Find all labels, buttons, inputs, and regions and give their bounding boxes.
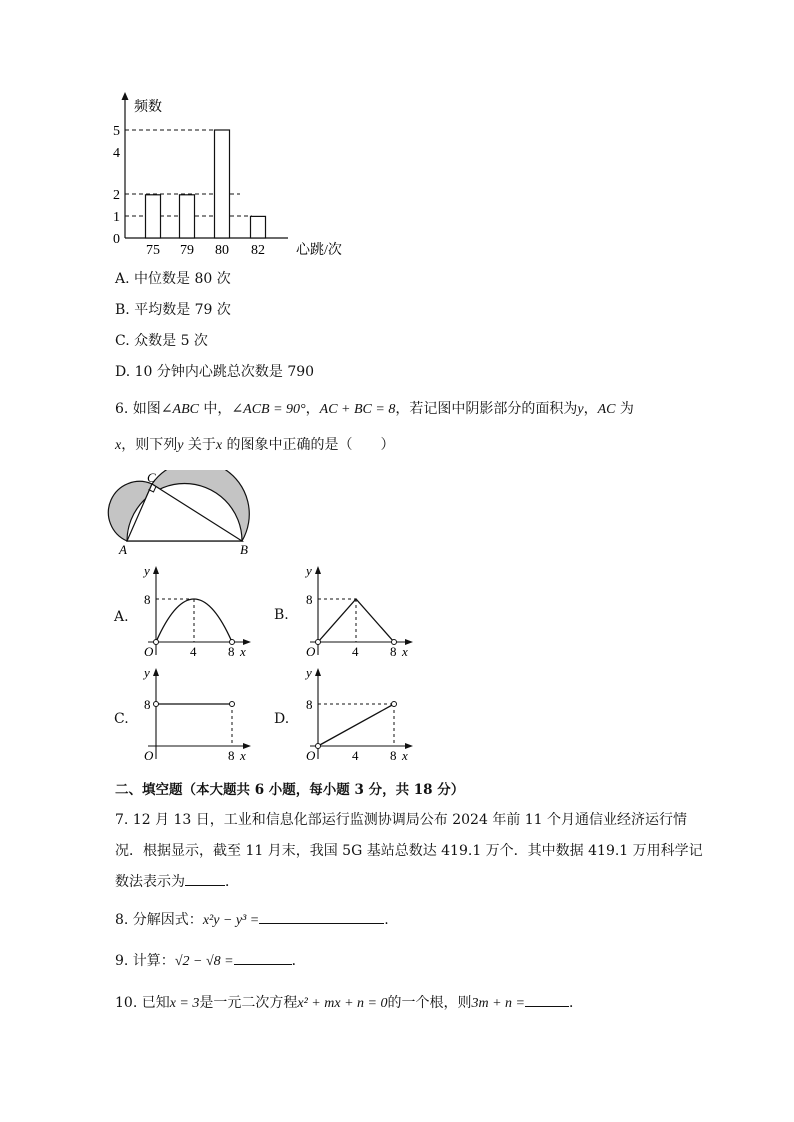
graph-option-a-letter: A. <box>114 609 129 625</box>
label-b: B <box>240 542 248 557</box>
y-axis-arrow <box>315 668 321 676</box>
origin-label: O <box>144 644 154 659</box>
x-tick-8: 8 <box>390 748 397 763</box>
y-axis-label: 频数 <box>134 100 162 115</box>
y-axis-label: y <box>144 563 150 578</box>
x-axis-label: 心跳/次 <box>296 243 342 258</box>
q5-option-a: A. 中位数是 80 次 <box>115 271 231 287</box>
y-tick-8: 8 <box>144 592 151 607</box>
x-tick-8: 8 <box>228 644 235 659</box>
q6-comma: ， <box>583 401 598 417</box>
x-axis-label: x <box>402 644 408 659</box>
histogram-bar-75 <box>146 195 161 238</box>
q6-wei: 为 <box>615 401 634 417</box>
q10-ask: 3m + n = <box>471 996 525 1011</box>
x-tick-8: 8 <box>228 748 235 763</box>
graph-option-b-letter: B. <box>274 607 289 623</box>
q6-prefix: 6. 如图 <box>115 401 161 417</box>
q7-line3 <box>115 871 239 891</box>
x-tick-4: 4 <box>352 748 359 763</box>
y-axis-label: y <box>306 665 312 680</box>
x-tick-75: 75 <box>146 243 160 258</box>
q7-answer-blank[interactable] <box>185 873 225 886</box>
x-axis-label: x <box>402 748 408 763</box>
q10-line <box>115 992 583 1012</box>
q5-option-d: D. 10 分钟内心跳总次数是 790 <box>115 364 315 380</box>
histogram-bar-82 <box>251 216 266 238</box>
q8-line <box>115 909 389 929</box>
graph-option-b <box>300 563 420 663</box>
q6-text-b: 关于 <box>183 437 216 453</box>
x-tick-4: 4 <box>352 644 359 659</box>
q6-triangle: ∠ABC <box>160 402 199 417</box>
graph-option-a <box>138 563 258 663</box>
q10-mid: 是一元二次方程 <box>199 995 298 1011</box>
y-tick-5: 5 <box>113 124 120 139</box>
q6-sum: AC + BC = 8 <box>319 402 396 417</box>
q6-stem-line1 <box>115 398 634 418</box>
y-tick-1: 1 <box>113 210 120 225</box>
label-c: C <box>147 470 156 485</box>
q9-expression: √2 − √8 = <box>174 954 234 969</box>
x-tick-82: 82 <box>251 243 265 258</box>
x-tick-80: 80 <box>215 243 229 258</box>
q6-x: x <box>115 438 122 453</box>
graph-option-c <box>138 665 258 765</box>
q6-y2: y <box>177 438 184 453</box>
q5-option-b: B. 平均数是 79 次 <box>115 302 231 318</box>
q9-line <box>115 950 306 970</box>
q9-end: ． <box>291 953 306 969</box>
q6-y: y <box>577 402 584 417</box>
graph-option-d <box>300 665 420 765</box>
q10-end: ． <box>568 995 583 1011</box>
open-point-left <box>154 702 159 707</box>
open-point-end <box>392 702 397 707</box>
y-tick-0: 0 <box>113 232 120 247</box>
q8-answer-blank[interactable] <box>259 911 384 924</box>
q7-line1: 7. 12 月 13 日，工业和信息化部运行监测协调局公布 2024 年前 11 个月通信业经济运行情 <box>115 812 688 828</box>
q6-text-c: 的图象中正确的是（ ） <box>222 437 395 453</box>
q6-ac: AC <box>597 402 616 417</box>
q6-in: 中， <box>198 401 232 417</box>
q10-condition: x = 3 <box>169 996 200 1011</box>
q6-geometry-figure <box>104 470 274 558</box>
open-point-origin <box>154 640 159 645</box>
q6-x2: x <box>215 438 223 453</box>
graph-option-d-letter: D. <box>274 711 290 727</box>
x-tick-8: 8 <box>390 644 397 659</box>
y-axis-arrow <box>122 92 129 100</box>
origin-label: O <box>306 748 316 763</box>
q6-angle: ∠ACB = 90° <box>231 402 306 417</box>
y-tick-4: 4 <box>113 146 120 161</box>
heart-rate-histogram <box>100 88 360 258</box>
q6-text-a: ，则下列 <box>121 437 178 453</box>
q6-stem-line2 <box>115 434 395 454</box>
y-axis-label: y <box>144 665 150 680</box>
q9-answer-blank[interactable] <box>234 952 292 965</box>
q10-equation: x² + mx + n = 0 <box>297 996 388 1011</box>
q9-prefix: 9. 计算： <box>115 953 175 969</box>
q8-prefix: 8. 分解因式： <box>115 912 203 928</box>
open-point-right <box>230 702 235 707</box>
y-axis-label: y <box>306 563 312 578</box>
histogram-bar-80 <box>215 130 230 238</box>
q8-expression: x²y − y³ = <box>202 913 260 928</box>
open-point-origin <box>316 640 321 645</box>
q10-mid2: 的一个根，则 <box>387 995 472 1011</box>
q7-line2: 况．根据显示，截至 11 月末，我国 5G 基站总数达 419.1 万个．其中数据 419.1 万用科学记 <box>115 843 703 859</box>
linear-line <box>318 704 394 746</box>
q6-text: ，若记图中阴影部分的面积为 <box>395 401 578 417</box>
q8-end: . <box>384 912 389 928</box>
q7-line3-end: ． <box>225 874 239 890</box>
section-2-heading: 二、填空题（本大题共 6 小题，每小题 3 分，共 18 分） <box>115 782 465 798</box>
q10-prefix: 10. 已知 <box>115 995 170 1011</box>
x-axis-label: x <box>240 644 246 659</box>
x-axis-label: x <box>240 748 246 763</box>
open-point-origin <box>316 744 321 749</box>
y-tick-8: 8 <box>306 697 313 712</box>
y-tick-2: 2 <box>113 188 120 203</box>
origin-label: O <box>144 748 154 763</box>
histogram-x-tick-labels <box>146 243 265 258</box>
y-tick-8: 8 <box>306 592 313 607</box>
y-axis-arrow <box>153 668 159 676</box>
q6-sep: ， <box>305 401 320 417</box>
origin-label: O <box>306 644 316 659</box>
y-tick-8: 8 <box>144 697 151 712</box>
x-tick-79: 79 <box>180 243 194 258</box>
histogram-bars <box>146 130 266 238</box>
y-axis-arrow <box>315 566 321 574</box>
graph-option-c-letter: C. <box>114 711 129 727</box>
q5-option-c: C. 众数是 5 次 <box>115 333 208 349</box>
x-tick-4: 4 <box>190 644 197 659</box>
label-a: A <box>119 542 127 557</box>
q7-line3-text: 数法表示为 <box>115 874 185 890</box>
q10-answer-blank[interactable] <box>525 994 569 1007</box>
y-axis-arrow <box>153 566 159 574</box>
histogram-bar-79 <box>180 195 195 238</box>
